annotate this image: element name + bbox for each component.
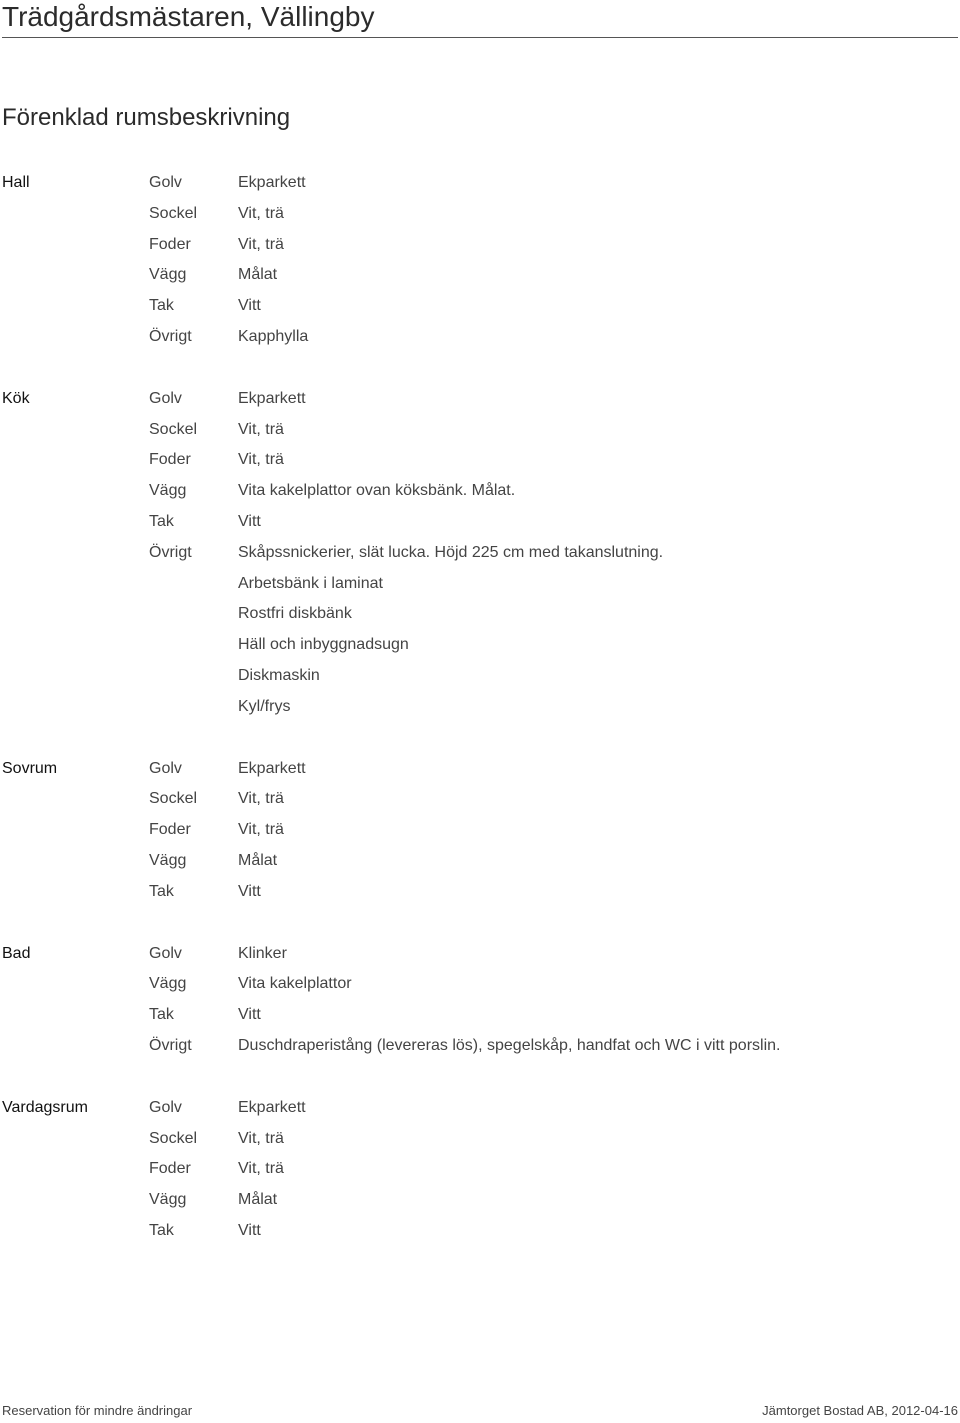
surface-label: Sockel — [149, 1129, 198, 1147]
room-row — [2, 815, 952, 846]
surface-description: Klinker — [238, 944, 287, 962]
surface-description: Häll och inbyggnadsugn — [238, 636, 409, 654]
room-row — [2, 692, 952, 723]
surface-label: Sockel — [149, 420, 198, 438]
surface-label: Foder — [149, 821, 191, 839]
room-description-list — [2, 168, 952, 1247]
room-row — [2, 260, 952, 291]
section-subtitle: Förenklad rumsbeskrivning — [2, 104, 291, 131]
surface-description: Vitt — [238, 297, 261, 315]
surface-description: Arbetsbänk i laminat — [238, 574, 383, 592]
room-row — [2, 415, 952, 446]
surface-description: Ekparkett — [238, 389, 306, 407]
footer-company-date: Jämtorget Bostad AB, 2012-04-16 — [762, 1403, 958, 1418]
surface-description: Duschdraperistång (levereras lös), spegelskåp, handfat och WC i vitt porslin. — [238, 1036, 781, 1054]
surface-label: Golv — [149, 174, 182, 191]
room-row — [2, 1154, 952, 1185]
surface-label: Vägg — [149, 266, 187, 284]
room-section — [2, 168, 952, 353]
surface-label: Tak — [149, 882, 174, 900]
room-row — [2, 784, 952, 815]
room-section — [2, 384, 952, 723]
surface-description: Kapphylla — [238, 327, 309, 345]
surface-description: Vit, trä — [238, 451, 284, 469]
surface-label: Vägg — [149, 851, 187, 869]
surface-label: Sockel — [149, 204, 198, 222]
surface-label: Vägg — [149, 975, 187, 993]
room-row — [2, 1000, 952, 1031]
room-row — [2, 230, 952, 261]
room-row — [2, 384, 952, 415]
surface-label: Golv — [149, 1098, 182, 1116]
surface-description: Vitt — [238, 882, 261, 900]
surface-description: Målat — [238, 851, 278, 869]
room-row — [2, 507, 952, 538]
surface-label: Golv — [149, 389, 182, 407]
surface-description: Ekparkett — [238, 1098, 306, 1116]
surface-label: Foder — [149, 1160, 191, 1178]
surface-description: Målat — [238, 266, 278, 284]
surface-label: Tak — [149, 297, 174, 315]
room-section — [2, 939, 952, 1062]
surface-label: Tak — [149, 1221, 174, 1239]
room-row — [2, 569, 952, 600]
room-name: Vardagsrum — [2, 1098, 88, 1116]
surface-description: Vit, trä — [238, 790, 284, 808]
room-row — [2, 630, 952, 661]
surface-description: Vit, trä — [238, 420, 284, 438]
room-row — [2, 1124, 952, 1155]
surface-description: Vita kakelplattor — [238, 975, 352, 993]
surface-description: Vit, trä — [238, 204, 284, 222]
surface-label: Tak — [149, 1006, 174, 1024]
surface-description: Vit, trä — [238, 1160, 284, 1178]
surface-label: Övrigt — [149, 1036, 192, 1054]
surface-label: Övrigt — [149, 327, 192, 345]
surface-description: Vitt — [238, 1221, 261, 1239]
room-section — [2, 1093, 952, 1247]
surface-label: Tak — [149, 512, 174, 530]
room-row — [2, 661, 952, 692]
surface-description: Skåpssnickerier, slät lucka. Höjd 225 cm med takanslutning. — [238, 543, 664, 561]
room-name: Sovrum — [2, 759, 58, 777]
surface-description: Vita kakelplattor ovan köksbänk. Målat. — [238, 482, 516, 500]
surface-description: Vit, trä — [238, 1129, 284, 1147]
title-divider — [2, 37, 958, 38]
surface-label: Foder — [149, 451, 191, 469]
surface-description: Vitt — [238, 1006, 261, 1024]
surface-description: Rostfri diskbänk — [238, 605, 352, 623]
room-row — [2, 168, 952, 199]
room-row — [2, 1031, 952, 1062]
room-name: Bad — [2, 944, 31, 962]
room-row — [2, 291, 952, 322]
surface-description: Ekparkett — [238, 759, 306, 777]
room-row — [2, 846, 952, 877]
room-row — [2, 1093, 952, 1124]
surface-label: Övrigt — [149, 543, 192, 561]
surface-label: Golv — [149, 944, 182, 962]
surface-description: Kyl/frys — [238, 697, 291, 715]
room-row — [2, 1185, 952, 1216]
surface-label: Vägg — [149, 1191, 187, 1209]
surface-description: Vitt — [238, 512, 261, 530]
surface-label: Vägg — [149, 482, 187, 500]
surface-label: Golv — [149, 759, 182, 777]
surface-description: Vit, trä — [238, 235, 284, 253]
surface-label: Foder — [149, 235, 191, 253]
room-row — [2, 445, 952, 476]
room-row — [2, 939, 952, 970]
room-name: Kök — [2, 389, 30, 407]
room-row — [2, 476, 952, 507]
surface-description: Målat — [238, 1191, 278, 1209]
room-row — [2, 1216, 952, 1247]
surface-label: Sockel — [149, 790, 198, 808]
room-row — [2, 538, 952, 569]
room-row — [2, 599, 952, 630]
room-row — [2, 969, 952, 1000]
room-row — [2, 322, 952, 353]
room-row — [2, 199, 952, 230]
surface-description: Vit, trä — [238, 821, 284, 839]
room-row — [2, 754, 952, 785]
footer-disclaimer: Reservation för mindre ändringar — [2, 1403, 193, 1418]
room-section — [2, 754, 952, 908]
room-row — [2, 877, 952, 908]
surface-description: Diskmaskin — [238, 666, 320, 684]
room-name: Hall — [2, 174, 30, 191]
surface-description: Ekparkett — [238, 174, 306, 191]
page-title: Trädgårdsmästaren, Vällingby — [2, 1, 375, 32]
